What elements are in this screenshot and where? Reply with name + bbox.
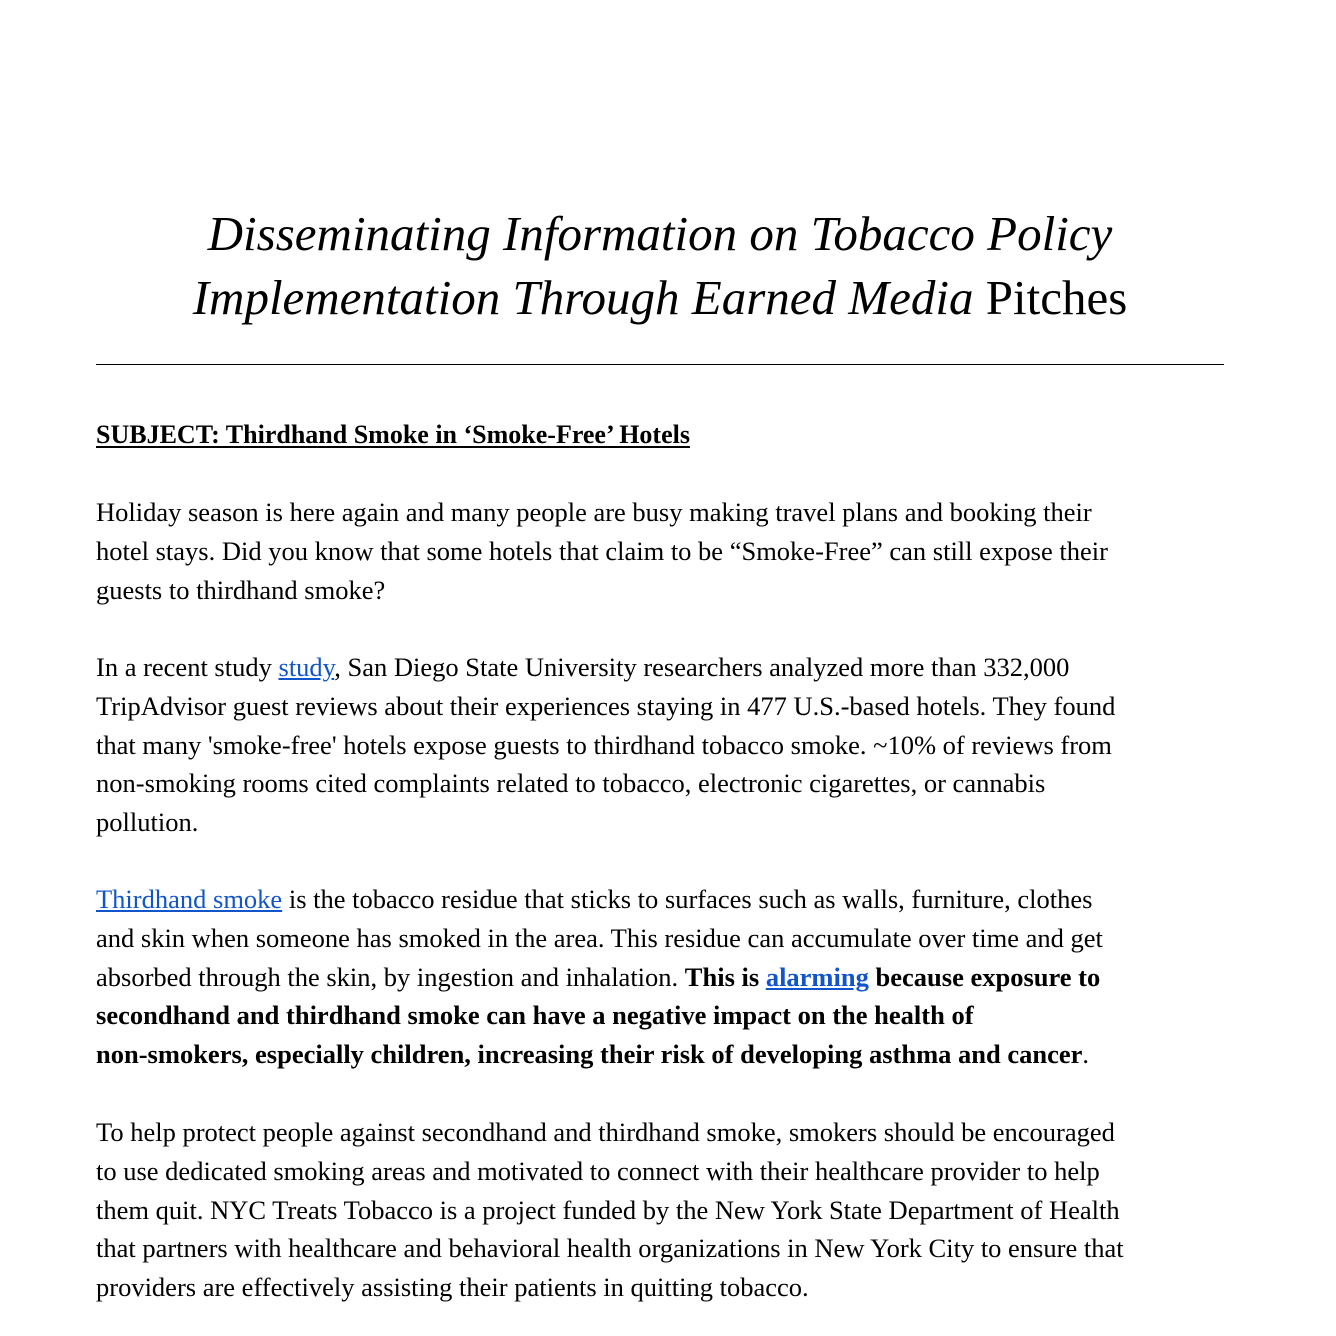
bold-text-segment: secondhand and thirdhand smoke can have a negative impact on the health of — [96, 1000, 974, 1031]
title-plain-suffix: Pitches — [973, 270, 1128, 325]
document-title — [96, 202, 1224, 330]
title-italic-line-1: Disseminating Information on Tobacco Policy — [207, 206, 1113, 261]
paragraph-line — [96, 996, 1236, 1035]
paragraph-line — [96, 648, 1236, 687]
bold-text-segment: because exposure to — [868, 961, 1101, 992]
text-segment: In a recent study — [96, 652, 279, 682]
text-segment: is the tobacco residue that sticks to surfaces such as walls, furniture, clothes — [282, 884, 1093, 914]
study-link[interactable]: study — [278, 652, 335, 682]
paragraph-line: to use dedicated smoking areas and motivated to connect with their healthcare provider to help — [96, 1155, 1100, 1186]
paragraph-line — [96, 958, 1236, 997]
paragraph-study — [96, 648, 1236, 842]
paragraph-line: guests to thirdhand smoke? — [96, 574, 386, 605]
paragraph-line: providers are effectively assisting their patients in quitting tobacco. — [96, 1272, 809, 1303]
thirdhand-smoke-link[interactable]: Thirdhand smoke — [96, 884, 283, 914]
subject-heading: SUBJECT: Thirdhand Smoke in ‘Smoke-Free’ Hotels — [96, 420, 690, 449]
paragraph-line — [96, 1035, 1236, 1074]
text-segment: . — [1082, 1039, 1090, 1070]
horizontal-divider — [96, 364, 1224, 365]
bold-text-segment: This is — [684, 961, 766, 992]
title-italic-line-2: Implementation Through Earned Media — [192, 270, 974, 325]
paragraph-line: them quit. NYC Treats Tobacco is a project funded by the New York State Department of Health — [96, 1194, 1120, 1225]
text-segment: absorbed through the skin, by ingestion and inhalation. — [96, 961, 685, 992]
paragraph-line: and skin when someone has smoked in the area. This residue can accumulate over time and get — [96, 922, 1103, 953]
paragraph-line: hotel stays. Did you know that some hotels that claim to be “Smoke-Free” can still expose their — [96, 535, 1108, 566]
text-segment: , San Diego State University researchers analyzed more than 332,000 — [334, 652, 1070, 682]
paragraph-intro — [96, 493, 1236, 609]
paragraph-line — [96, 880, 1236, 919]
paragraph-line: TripAdvisor guest reviews about their experiences staying in 477 U.S.-based hotels. They found — [96, 690, 1116, 721]
paragraph-nyc-treats-tobacco — [96, 1113, 1236, 1307]
paragraph-line: that partners with healthcare and behavioral health organizations in New York City to ensure that — [96, 1233, 1124, 1264]
paragraph-line: To help protect people against secondhand and thirdhand smoke, smokers should be encouraged — [96, 1117, 1115, 1147]
paragraph-line: that many 'smoke-free' hotels expose guests to thirdhand tobacco smoke. ~10% of reviews from — [96, 729, 1112, 760]
bold-text-segment: non-smokers, especially children, increasing their risk of developing asthma and cancer — [96, 1039, 1083, 1070]
paragraph-line: pollution. — [96, 807, 199, 838]
alarming-link[interactable]: alarming — [765, 961, 869, 992]
paragraph-line: Holiday season is here again and many people are busy making travel plans and booking their — [96, 497, 1092, 527]
paragraph-thirdhand-definition — [96, 880, 1236, 1074]
paragraph-line: non-smoking rooms cited complaints related to tobacco, electronic cigarettes, or cannabis — [96, 768, 1046, 799]
